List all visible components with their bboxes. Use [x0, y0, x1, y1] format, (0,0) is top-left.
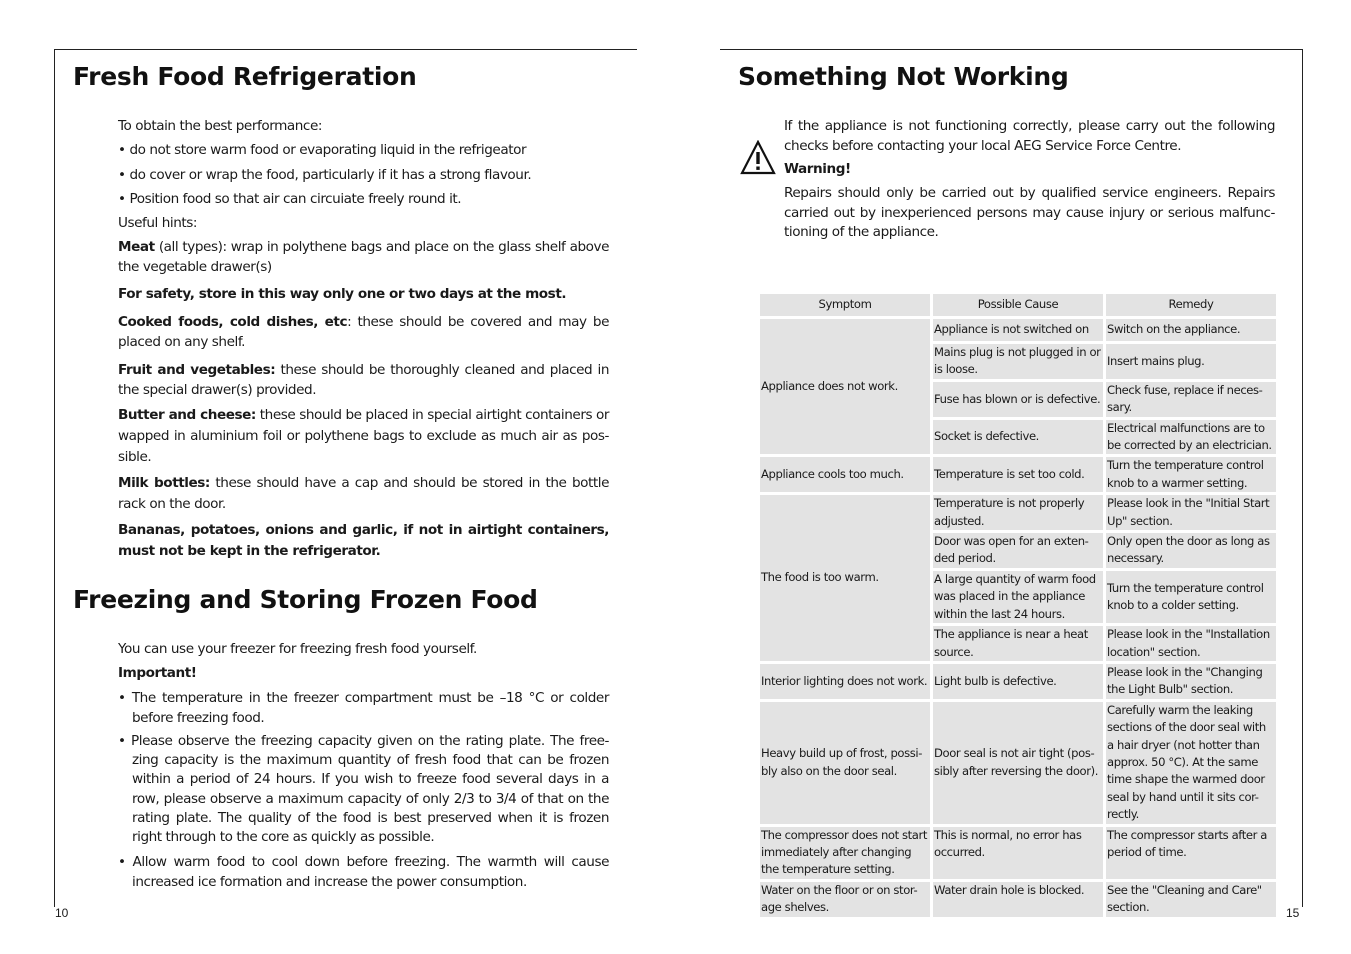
- warning-label: Warning!: [784, 161, 851, 177]
- cause-cell: Temperature is not properly adjusted.: [933, 495, 1103, 530]
- right-page: [675, 0, 1351, 954]
- not-working-intro: If the appliance is not functioning correctly, please carry out the following checks before contacting your local AEG Service Force Centre.: [784, 118, 1275, 154]
- remedy-cell: Please look in the "Installation location" section.: [1106, 626, 1276, 661]
- fresh-food-intro: To obtain the best performance:: [118, 118, 322, 134]
- remedy-cell: Check fuse, replace if neces-sary.: [1106, 382, 1276, 417]
- remedy-cell: Please look in the "Initial Start Up" section.: [1106, 495, 1276, 530]
- bananas-note: Bananas, potatoes, onions and garlic, if not in airtight containers, must not be kept in the refrigerator.: [118, 522, 609, 559]
- symptom-cell: The food is too warm.: [760, 495, 930, 661]
- cooked-text: : these should be covered and may be placed on any shelf.: [118, 314, 609, 350]
- freezing-bullet: • Allow warm food to cool down before freezing. The warmth will cause increased ice formation and increase the power consumption.: [118, 854, 609, 890]
- page-number: 15: [1286, 906, 1300, 920]
- table-row: [760, 702, 1276, 824]
- table-row: [760, 319, 1276, 341]
- symptom-cell: Water on the floor or on stor-age shelves.: [760, 882, 930, 917]
- section-title-not-working: Something Not Working: [738, 62, 1069, 91]
- cause-cell: The appliance is near a heat source.: [933, 626, 1103, 661]
- cause-cell: Socket is defective.: [933, 420, 1103, 455]
- useful-hints-label: Useful hints:: [118, 215, 198, 231]
- troubleshooting-table: [757, 291, 1279, 920]
- cause-cell: Door seal is not air tight (pos-sibly after reversing the door).: [933, 702, 1103, 824]
- header-symptom: Symptom: [760, 294, 930, 316]
- section-title-fresh-food: Fresh Food Refrigeration: [73, 62, 417, 91]
- cause-cell: Light bulb is defective.: [933, 664, 1103, 699]
- cause-cell: Appliance is not switched on: [933, 319, 1103, 341]
- header-possible-cause: Possible Cause: [933, 294, 1103, 316]
- cause-cell: Temperature is set too cold.: [933, 457, 1103, 492]
- cause-cell: Fuse has blown or is defective.: [933, 382, 1103, 417]
- butter-text: these should be placed in special airtight containers or wapped in aluminium foil or polythene bags to exclude as much air as pos-sible.: [118, 407, 609, 465]
- side-rule: [54, 49, 55, 907]
- freezing-intro: You can use your freezer for freezing fresh food yourself.: [118, 641, 477, 657]
- fresh-food-bullet: • do cover or wrap the food, particularly if it has a strong flavour.: [118, 167, 532, 183]
- table-row: [760, 457, 1276, 492]
- section-title-freezing: Freezing and Storing Frozen Food: [73, 585, 538, 614]
- top-rule: [720, 49, 1303, 50]
- remedy-cell: Only open the door as long as necessary.: [1106, 533, 1276, 568]
- remedy-cell: See the "Cleaning and Care" section.: [1106, 882, 1276, 917]
- meat-hint: [118, 238, 609, 277]
- remedy-cell: Electrical malfunctions are to be corrected by an electrician.: [1106, 420, 1276, 455]
- milk-text: these should have a cap and should be stored in the bottle rack on the door.: [118, 475, 609, 512]
- meat-text: (all types): wrap in polythene bags and place on the glass shelf above the vegetable drawer(s): [118, 239, 609, 275]
- freezing-bullet: • The temperature in the freezer compartment must be –18 °C or colder before freezing food.: [118, 690, 609, 726]
- fruit-label: Fruit and vegetables:: [118, 362, 276, 378]
- table-row: [760, 664, 1276, 699]
- warning-triangle-icon: [740, 140, 776, 176]
- cause-cell: This is normal, no error has occurred.: [933, 827, 1103, 879]
- troubleshooting-table-wrap: [760, 294, 1279, 920]
- butter-hint: [118, 405, 609, 468]
- milk-hint: [118, 473, 609, 515]
- fresh-food-bullet: • do not store warm food or evaporating liquid in the refrigeator: [118, 142, 527, 158]
- cause-cell: Door was open for an exten-ded period.: [933, 533, 1103, 568]
- cooked-label: Cooked foods, cold dishes, etc: [118, 314, 348, 330]
- remedy-cell: Insert mains plug.: [1106, 344, 1276, 379]
- table-header-row: [760, 294, 1276, 316]
- table-row: [760, 882, 1276, 917]
- cause-cell: Water drain hole is blocked.: [933, 882, 1103, 917]
- remedy-cell: Carefully warm the leaking sections of the door seal with a hair dryer (not hotter than approx. 50 °C). At the same time shape the warmed door seal by hand until it sits cor-rectly.: [1106, 702, 1276, 824]
- symptom-cell: The compressor does not start immediately after changing the temperature setting.: [760, 827, 930, 879]
- remedy-cell: Please look in the "Changing the Light Bulb" section.: [1106, 664, 1276, 699]
- page-number: 10: [55, 906, 69, 920]
- remedy-cell: The compressor starts after a period of time.: [1106, 827, 1276, 879]
- cause-cell: Mains plug is not plugged in or is loose.: [933, 344, 1103, 379]
- remedy-cell: Turn the temperature control knob to a warmer setting.: [1106, 457, 1276, 492]
- side-rule: [1302, 49, 1303, 907]
- freezing-bullet: • Please observe the freezing capacity given on the rating plate. The free-zing capacity is the maximum quantity of fresh food that can be frozen within a period of 24 hours. If you wish to freeze food several days in a row, please observe a maximum capacity of only 2/3 to 3/4 of that on the rating plate. The quality of the food is best preserved when it is frozen right through to the core as quickly as possible.: [118, 733, 609, 846]
- symptom-cell: Heavy build up of frost, possi-bly also on the door seal.: [760, 702, 930, 824]
- table-row: [760, 495, 1276, 530]
- remedy-cell: Turn the temperature control knob to a colder setting.: [1106, 571, 1276, 623]
- table-row: [760, 827, 1276, 879]
- symptom-cell: Interior lighting does not work.: [760, 664, 930, 699]
- symptom-cell: Appliance does not work.: [760, 319, 930, 454]
- important-label: Important!: [118, 665, 197, 681]
- fruit-text: these should be thoroughly cleaned and placed in the special drawer(s) provided.: [118, 362, 609, 398]
- header-remedy: Remedy: [1106, 294, 1276, 316]
- safety-note: For safety, store in this way only one or two days at the most.: [118, 286, 567, 302]
- left-page: [0, 0, 675, 954]
- cooked-hint: [118, 313, 609, 352]
- butter-label: Butter and cheese:: [118, 407, 256, 423]
- top-rule: [54, 49, 637, 50]
- symptom-cell: Appliance cools too much.: [760, 457, 930, 492]
- remedy-cell: Switch on the appliance.: [1106, 319, 1276, 341]
- fresh-food-bullet: • Position food so that air can circuiate freely round it.: [118, 191, 462, 207]
- cause-cell: A large quantity of warm food was placed in the appliance within the last 24 hours.: [933, 571, 1103, 623]
- meat-label: Meat: [118, 239, 155, 255]
- warning-text: Repairs should only be carried out by qualified service engineers. Repairs carried out by inexperienced persons may cause injury or serious malfunc-tioning of the appliance.: [784, 185, 1275, 240]
- milk-label: Milk bottles:: [118, 475, 210, 491]
- fruit-hint: [118, 361, 609, 400]
